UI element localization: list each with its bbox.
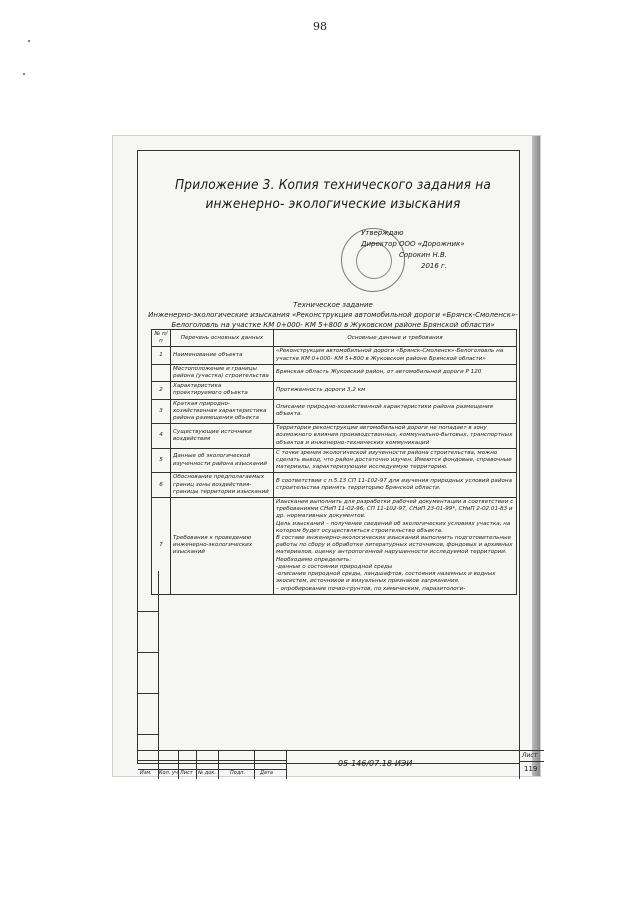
row-name: Местоположение и границы района (участка) строительства <box>171 364 274 381</box>
approver-position: Директор ООО «Дорожник» <box>361 240 465 248</box>
requirement-line: – опробирование почво-грунтов, по химическим, паразитологи- <box>276 585 466 592</box>
row-name: Обоснование предполагаемых границ зоны воздействия-границы территории изысканий <box>171 473 274 498</box>
row-value: «Реконструкция автомобильной дороги «Брянск-Смоленск»-Белоголовль на участке КМ 0+000- КМ 5+800 в Жуковском районе Брянской области» <box>274 347 517 364</box>
table-row <box>152 424 517 449</box>
row-name: Существующие источники воздействия <box>171 424 274 449</box>
row-number: 3 <box>152 399 171 424</box>
row-name: Краткая природно-хозяйственная характеристика района размещения объекта <box>171 399 274 424</box>
table-row <box>152 399 517 424</box>
table-row <box>152 498 517 595</box>
technical-task-heading: Техническое задание <box>293 301 373 309</box>
table-row <box>152 347 517 364</box>
approval-block <box>361 228 465 272</box>
row-number: 2 <box>152 382 171 399</box>
row-number: 5 <box>152 448 171 473</box>
stamp-label: Лист <box>180 770 193 776</box>
stamp-label: Подп. <box>230 770 246 776</box>
appendix-title <box>148 176 518 214</box>
requirement-line: -данные о состоянии природной среды <box>276 563 393 570</box>
row-number: 7 <box>152 498 171 595</box>
row-number: 1 <box>152 347 171 364</box>
row-value: Описание природно-хозяйственной характеристики района размещения объекта. <box>274 399 517 424</box>
row-value: Территория реконструкции автомобильной дороги не попадает в зону возможного влияния производственных, коммунально-бытовых, транспортных объектов и инженерно-технических коммуникаций <box>274 424 517 449</box>
requirement-line: Необходимо определить: <box>276 556 352 563</box>
table-header-row <box>152 330 517 347</box>
side-strip <box>138 571 159 773</box>
title-block <box>138 750 544 779</box>
requirements-table <box>151 329 517 595</box>
approve-label: Утверждаю <box>361 229 404 237</box>
column-header: № п/п <box>152 330 171 347</box>
scan-edge <box>532 136 540 776</box>
title-line: Приложение 3. Копия технического задания на <box>174 177 492 193</box>
row-value: В соответствии с п.5.13 СП 11-102-97 для изучения природных условий района строительства принять территорию Брянской области. <box>274 473 517 498</box>
requirement-line: -описание природной среды, ландшафтов, состояния наземных и водных экосистем, источников и визуальных признаков загрязнения. <box>276 571 496 585</box>
scanned-sheet <box>113 136 540 776</box>
row-number: 4 <box>152 424 171 449</box>
row-name: Наименование объекта <box>171 347 274 364</box>
table-row <box>152 382 517 399</box>
requirement-line: Изыскания выполнить для разработки рабочей документации в соответствии с требованиями СНиП 11-02-96, СП 11-102-97, СНиП 23-01-99*, СНиП 2-02.01-83 и др. нормативных документов. <box>276 499 514 520</box>
sheet-label: Лист <box>522 752 538 759</box>
approver-name: Сорокин Н.В. <box>399 251 447 259</box>
row-value: Протяженность дороги 3,2 км <box>274 382 517 399</box>
requirement-line: Цель изысканий – получение сведений об экологических условиях участка, на котором будет осуществляться строительство объекта. <box>276 520 511 534</box>
table-row <box>152 448 517 473</box>
row-name: Требования к проведению инженерно-экологических изысканий <box>171 498 274 595</box>
title-line: инженерно- экологические изыскания <box>205 196 461 212</box>
stamp-label: № док. <box>198 770 216 776</box>
approval-date: 2016 г. <box>421 262 447 270</box>
row-name: Характеристика проектируемого объекта <box>171 382 274 399</box>
technical-task-line: Инженерно-экологические изыскания «Реконструкция автомобильной дороги «Брянск-Смоленск»- <box>148 311 518 319</box>
stamp-label: Дата <box>260 770 273 776</box>
requirement-line: В составе инженерно-экологических изысканий выполнить подготовительные работы по сбору и обработке литературных источников, фондовых и архивных материалов, оценку антропогенной нарушенности исследуемой территории. <box>276 535 513 556</box>
row-number <box>152 364 171 381</box>
row-value: Брянская область Жуковский район, от автомобильной дороги Р 120 <box>274 364 517 381</box>
column-header: Перечень основных данных <box>171 330 274 347</box>
column-header: Основные данные и требования <box>274 330 517 347</box>
row-value: С точки зрения экологической изученности района строительства, можно сделать вывод, что район достаточно изучен. Имеются фондовые, справочные материалы, характеризующие исследуемую территорию. <box>274 448 517 473</box>
technical-task-title <box>148 300 518 330</box>
document-code: 05-146/07.18-ИЭИ <box>338 759 413 768</box>
scan-speck <box>23 73 25 75</box>
row-name: Данные об экологической изученности района изысканий <box>171 448 274 473</box>
scan-speck <box>28 40 30 42</box>
page-number: 98 <box>313 20 327 33</box>
stamp-label: Кол. уч <box>159 770 178 776</box>
sheet-number: 119 <box>524 765 538 773</box>
row-number: 6 <box>152 473 171 498</box>
table-row <box>152 364 517 381</box>
sheet-box <box>519 751 544 779</box>
stamp-label: Изм. <box>140 770 152 776</box>
technical-task-line: Белоголовль на участке КМ 0+000- КМ 5+800 в Жуковском районе Брянской области» <box>171 321 495 329</box>
table-row <box>152 473 517 498</box>
row-value <box>274 498 517 595</box>
